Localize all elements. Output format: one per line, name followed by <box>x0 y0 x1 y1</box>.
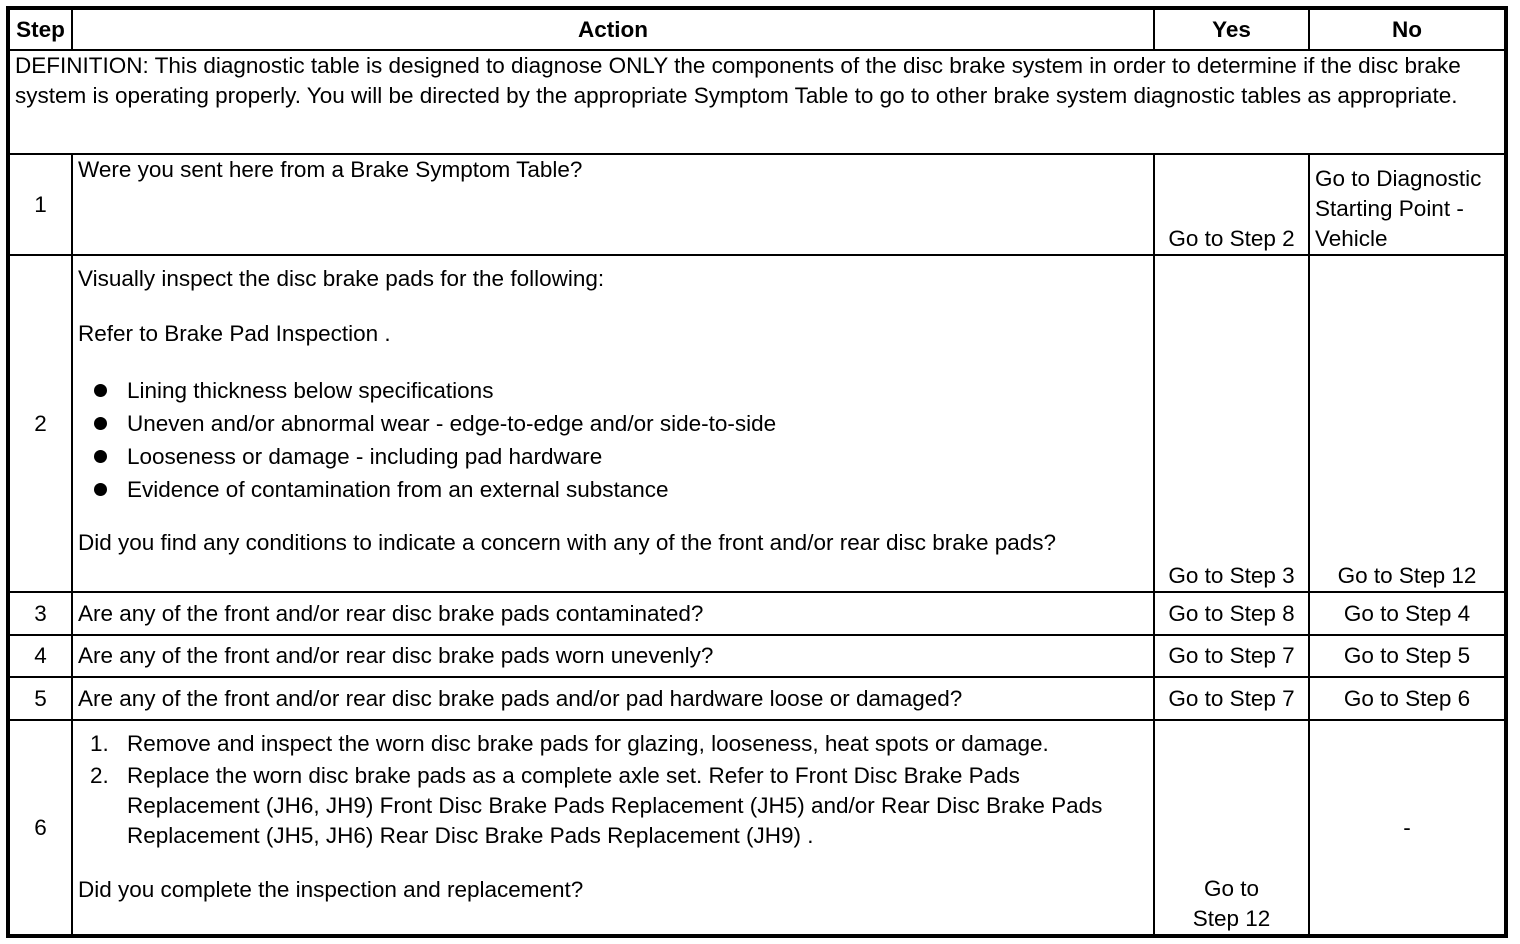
action-question: Did you find any conditions to indicate a concern with any of the front and/or rear disc brake pads? <box>78 530 1057 555</box>
yes-link: Go to Step 7 <box>1154 635 1309 677</box>
step-number: 6 <box>8 720 72 936</box>
action-text: Are any of the front and/or rear disc brake pads and/or pad hardware loose or damaged? <box>72 677 1154 720</box>
table-row <box>8 154 1506 255</box>
action-cell <box>72 720 1154 936</box>
yes-link: Go to Step 12 <box>1154 720 1309 936</box>
step-number: 2 <box>8 255 72 592</box>
header-no: No <box>1309 8 1506 50</box>
table-row <box>8 255 1506 592</box>
no-link: Go to Step 4 <box>1309 592 1506 635</box>
inspection-list <box>78 374 1148 506</box>
header-yes: Yes <box>1154 8 1309 50</box>
table-row <box>8 592 1506 635</box>
step-number: 1 <box>8 154 72 255</box>
no-link: Go to Step 5 <box>1309 635 1506 677</box>
action-question: Did you complete the inspection and replacement? <box>78 877 584 902</box>
header-action: Action <box>72 8 1154 50</box>
action-cell <box>72 255 1154 592</box>
no-link: Go to Step 6 <box>1309 677 1506 720</box>
no-link: Go to Diagnostic Starting Point - Vehicle <box>1309 154 1506 255</box>
yes-link: Go to Step 8 <box>1154 592 1309 635</box>
step-number: 3 <box>8 592 72 635</box>
list-item: Uneven and/or abnormal wear - edge-to-edge and/or side-to-side <box>94 407 1148 440</box>
definition-text: DEFINITION: This diagnostic table is designed to diagnose ONLY the components of the disc brake system in order to determine if the disc brake system is operating properly. You will be directed by the appropriate Symptom Table to go to other brake system diagnostic tables as appropriate. <box>8 50 1506 154</box>
action-text: Are any of the front and/or rear disc brake pads worn unevenly? <box>72 635 1154 677</box>
yes-link: Go to Step 7 <box>1154 677 1309 720</box>
list-item: Evidence of contamination from an external substance <box>94 473 1148 506</box>
step-number: 4 <box>8 635 72 677</box>
list-item: 1. Remove and inspect the worn disc brake pads for glazing, looseness, heat spots or damage. <box>90 731 1049 756</box>
list-item: Looseness or damage - including pad hardware <box>94 440 1148 473</box>
bullet-icon <box>94 384 107 397</box>
no-link: Go to Step 12 <box>1309 255 1506 592</box>
bullet-icon <box>94 417 107 430</box>
table-row <box>8 677 1506 720</box>
bullet-icon <box>94 483 107 496</box>
action-text: Are any of the front and/or rear disc brake pads contaminated? <box>72 592 1154 635</box>
header-step: Step <box>8 8 72 50</box>
step-number: 5 <box>8 677 72 720</box>
yes-link: Go to Step 2 <box>1154 154 1309 255</box>
bullet-icon <box>94 450 107 463</box>
procedure-list <box>78 729 1148 851</box>
action-refer: Refer to Brake Pad Inspection . <box>78 321 391 346</box>
list-item: Lining thickness below specifications <box>94 374 1148 407</box>
no-link: - <box>1309 720 1506 936</box>
table-row <box>8 720 1506 936</box>
definition-row <box>8 50 1506 154</box>
yes-link: Go to Step 3 <box>1154 255 1309 592</box>
action-intro: Visually inspect the disc brake pads for the following: <box>78 266 605 291</box>
header-row <box>8 8 1506 50</box>
diagnostic-table <box>6 6 1508 938</box>
action-text: Were you sent here from a Brake Symptom Table? <box>72 154 1154 255</box>
table-row <box>8 635 1506 677</box>
list-item: 2. Replace the worn disc brake pads as a complete axle set. Refer to Front Disc Brake Pads Replacement (JH6, JH9) Front Disc Brake Pads Replacement (JH5) and/or Rear Disc Brake Pads Replacement (JH5, JH6) Rear Disc Brake Pads Replacement (JH9) . <box>90 763 1103 848</box>
